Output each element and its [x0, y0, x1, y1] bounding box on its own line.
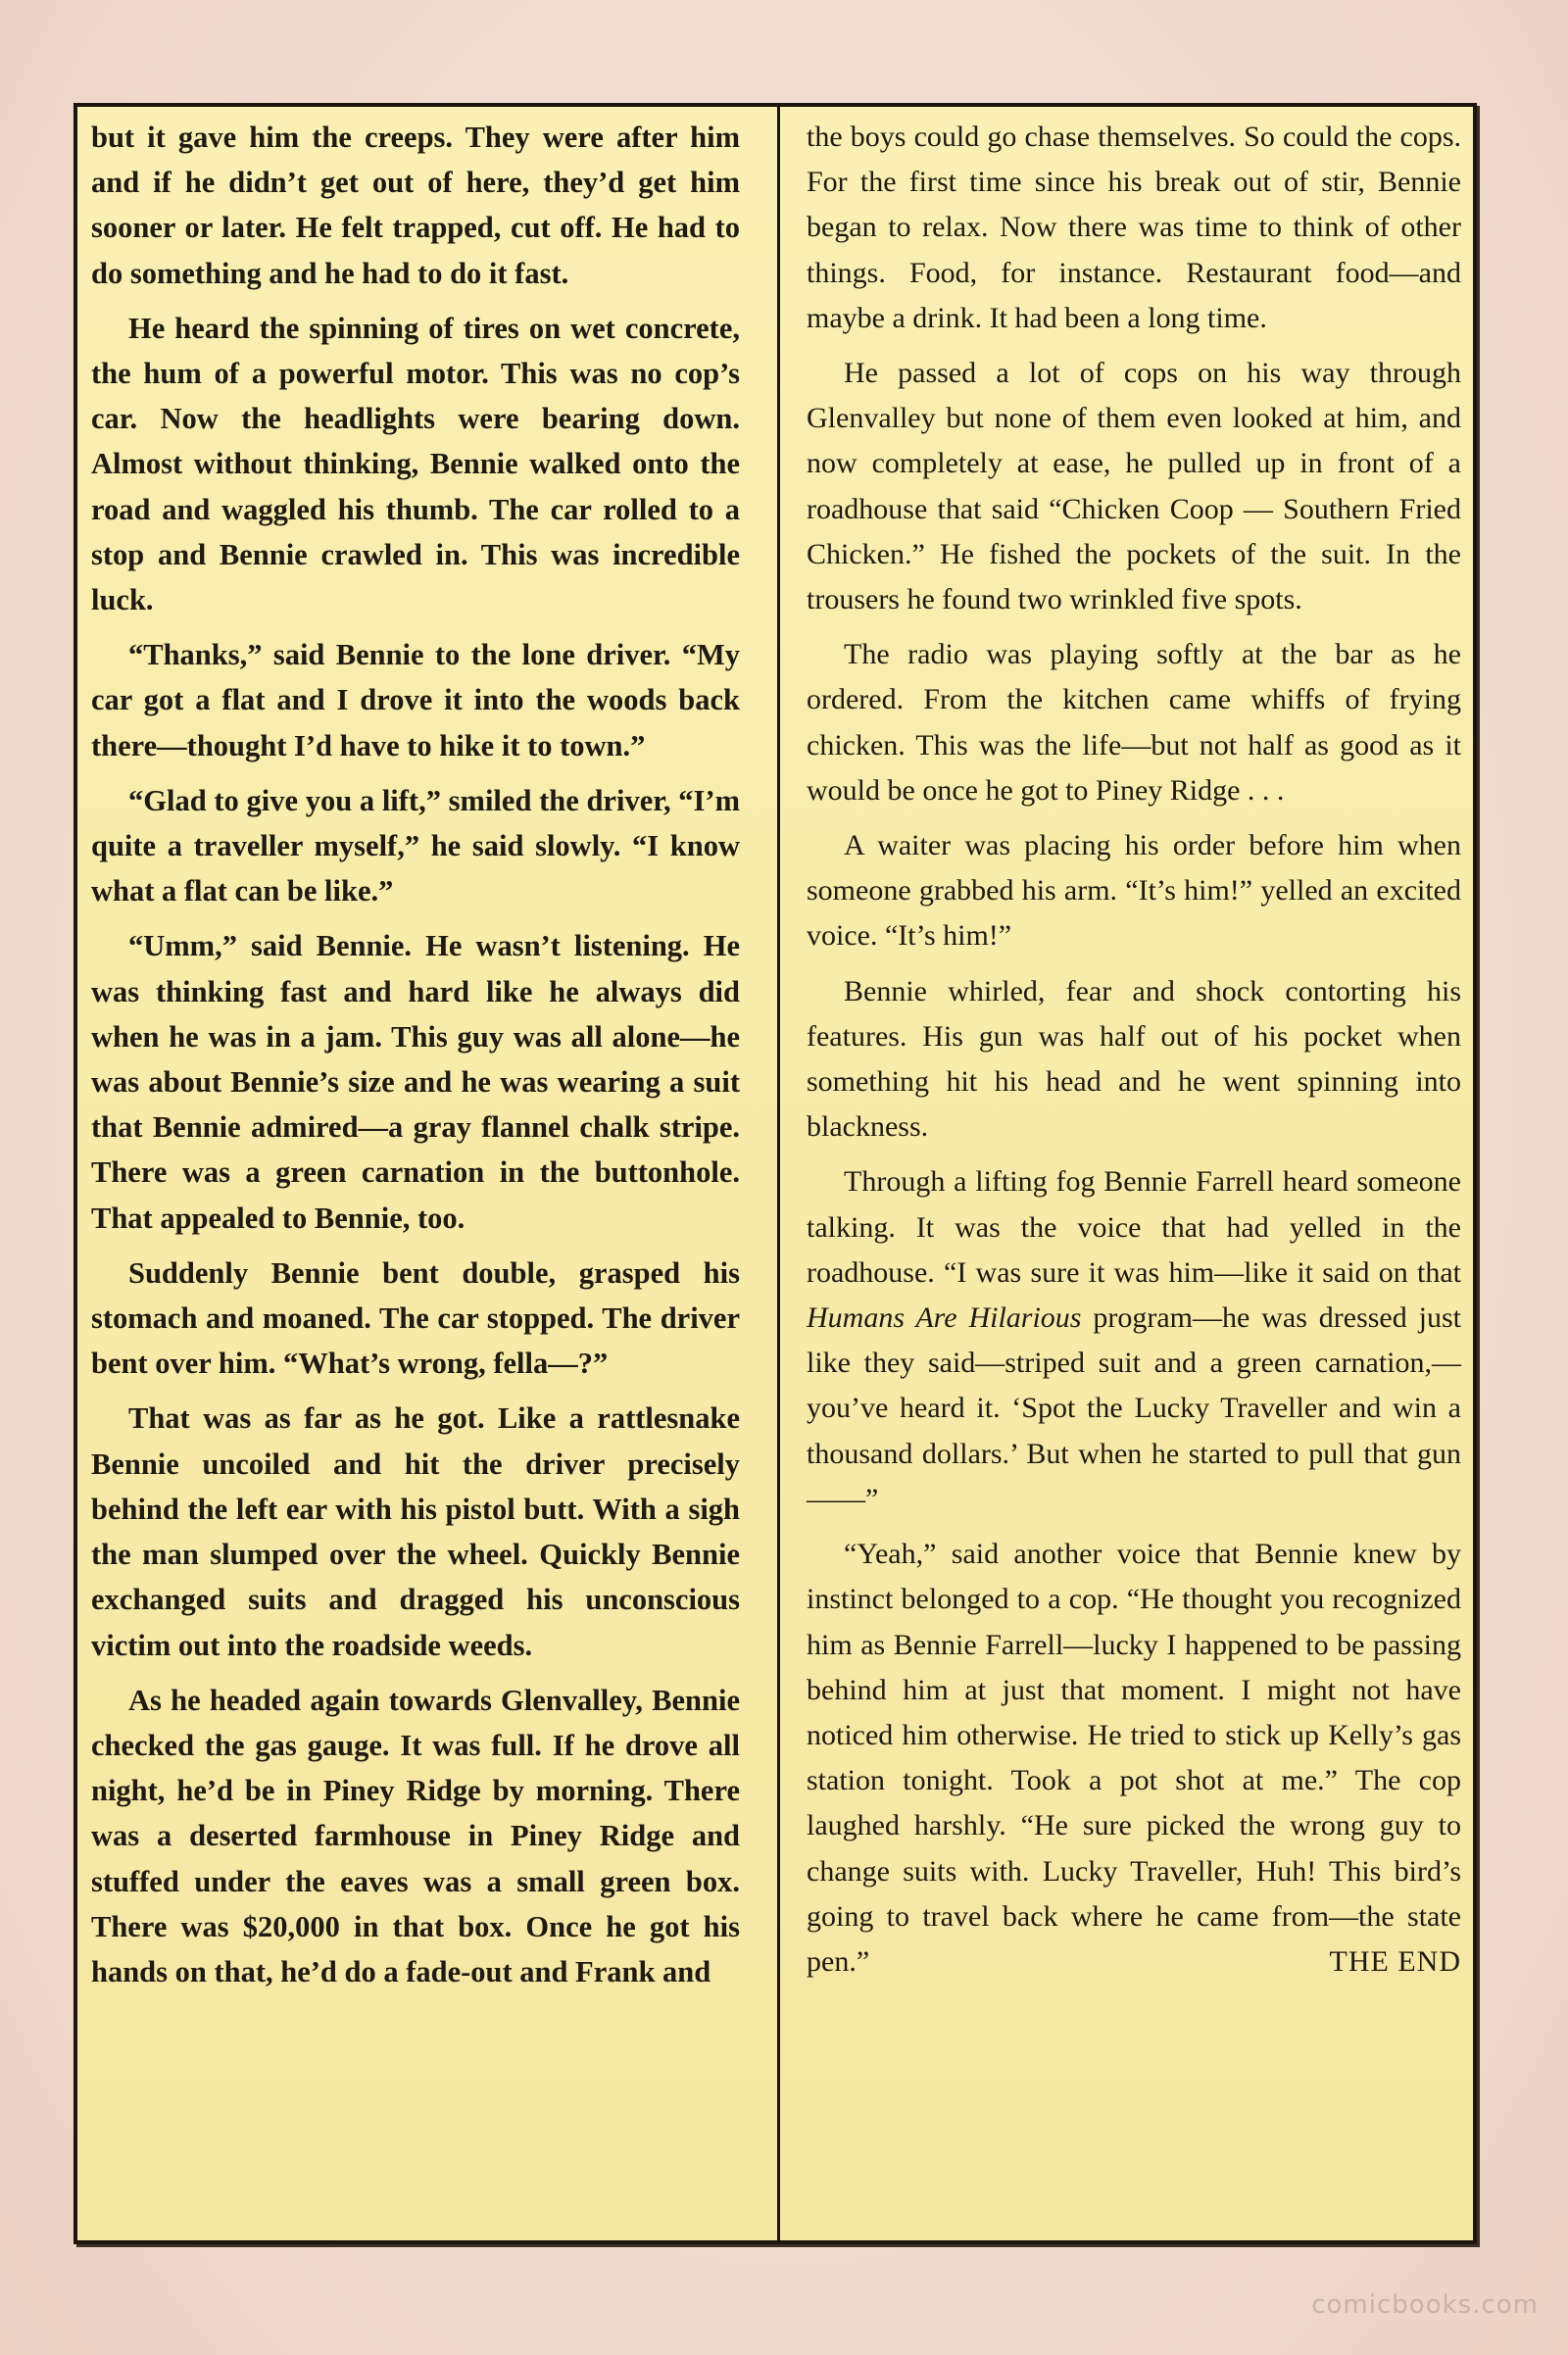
- paragraph: That was as far as he got. Like a rattlesnake Bennie uncoiled and hit the driver precisely behind the left ear with his pistol butt. With a sigh the man slumped over the wheel. Quickly Bennie exchanged suits and dragged his unconscious victim out into the roadside weeds.: [91, 1401, 740, 1662]
- paragraph: “Glad to give you a lift,” smiled the driver, “I’m quite a traveller myself,” he said slowly. “I know what a flat can be like.”: [91, 783, 740, 908]
- right-column: [807, 115, 1461, 1985]
- paragraph: He passed a lot of cops on his way through Glenvalley but none of them even looked at him, and now completely at ease, he pulled up in front of a roadhouse that said “Chicken Coop — Southern Fried Chicken.” He fished the pockets of the suit. In the trousers he found two wrinkled five spots.: [807, 357, 1461, 616]
- text-panel: [74, 103, 1477, 2244]
- paragraph: He heard the spinning of tires on wet concrete, the hum of a powerful motor. This was no cop’s car. Now the headlights were bearing down. Almost without thinking, Bennie walked onto the road and waggled his thumb. The car rolled to a stop and Bennie crawled in. This was incredible luck.: [91, 311, 740, 617]
- paragraph: “Thanks,” said Bennie to the lone driver. “My car got a flat and I drove it into the woods back there—thought I’d have to hike it to town.”: [91, 638, 740, 762]
- program-title: Humans Are Hilarious: [807, 1301, 1082, 1335]
- column-divider: [777, 107, 780, 2240]
- paragraph: “Umm,” said Bennie. He wasn’t listening. He was thinking fast and hard like he always did when he was in a jam. This guy was all alone—he was about Bennie’s size and he was wearing a suit that Bennie admired—a gray flannel chalk stripe. There was a green carnation in the buttonhole. That appealed to Bennie, too.: [91, 929, 740, 1235]
- left-column: [91, 115, 740, 1994]
- paragraph: [807, 1532, 1461, 1985]
- paragraph: The radio was playing softly at the bar as he ordered. From the kitchen came whiffs of frying chicken. This was the life—but not half as good as it would be once he got to Piney Ridge . . .: [807, 638, 1461, 807]
- text-run: program—he was dressed just like they said—striped suit and a green carnation,—you’ve heard it. ‘Spot the Lucky Traveller and win a thousand dollars.’ But when he started to pull that gun——”: [807, 1301, 1461, 1515]
- text-run: “Yeah,” said another voice that Bennie knew by instinct belonged to a cop. “He thought you recognized him as Bennie Farrell—lucky I happened to be passing behind him at just that moment. I might not have noticed him otherwise. He tried to stick up Kelly’s gas station tonight. Took a pot shot at me.” The cop laughed harshly. “He sure picked the wrong guy to change suits with. Lucky Traveller, Huh! This bird’s going to travel back where he came from—the state pen.”: [807, 1538, 1461, 1978]
- paragraph: but it gave him the creeps. They were after him and if he didn’t get out of here, they’d get him sooner or later. He felt trapped, cut off. He had to do something and he had to do it fast.: [91, 121, 740, 290]
- text-run: Through a lifting fog Bennie Farrell heard someone talking. It was the voice that had yelled in the roadhouse. “I was sure it was him—like it said on that: [807, 1165, 1461, 1289]
- paragraph: the boys could go chase themselves. So could the cops. For the first time since his break out of stir, Bennie began to relax. Now there was time to think of other things. Food, for instance. Restaurant food—and maybe a drink. It had been a long time.: [807, 121, 1461, 334]
- paragraph: A waiter was placing his order before him when someone grabbed his arm. “It’s him!” yelled an excited voice. “It’s him!”: [807, 829, 1461, 953]
- watermark: comicbooks.com: [1311, 2290, 1539, 2320]
- paragraph: Bennie whirled, fear and shock contorting his features. His gun was half out of his pocket when something hit his head and he went spinning into blackness.: [807, 974, 1461, 1144]
- paragraph: As he headed again towards Glenvalley, Bennie checked the gas gauge. It was full. If he drove all night, he’d be in Piney Ridge by morning. There was a deserted farmhouse in Piney Ridge and stuffed under the eaves was a small green box. There was $20,000 in that box. Once he got his hands on that, he’d do a fade-out and Frank and: [91, 1683, 740, 1988]
- paragraph: [807, 1159, 1461, 1522]
- the-end-label: THE END: [1329, 1944, 1461, 1978]
- paragraph: Suddenly Bennie bent double, grasped his stomach and moaned. The car stopped. The driver bent over him. “What’s wrong, fella—?”: [91, 1255, 740, 1381]
